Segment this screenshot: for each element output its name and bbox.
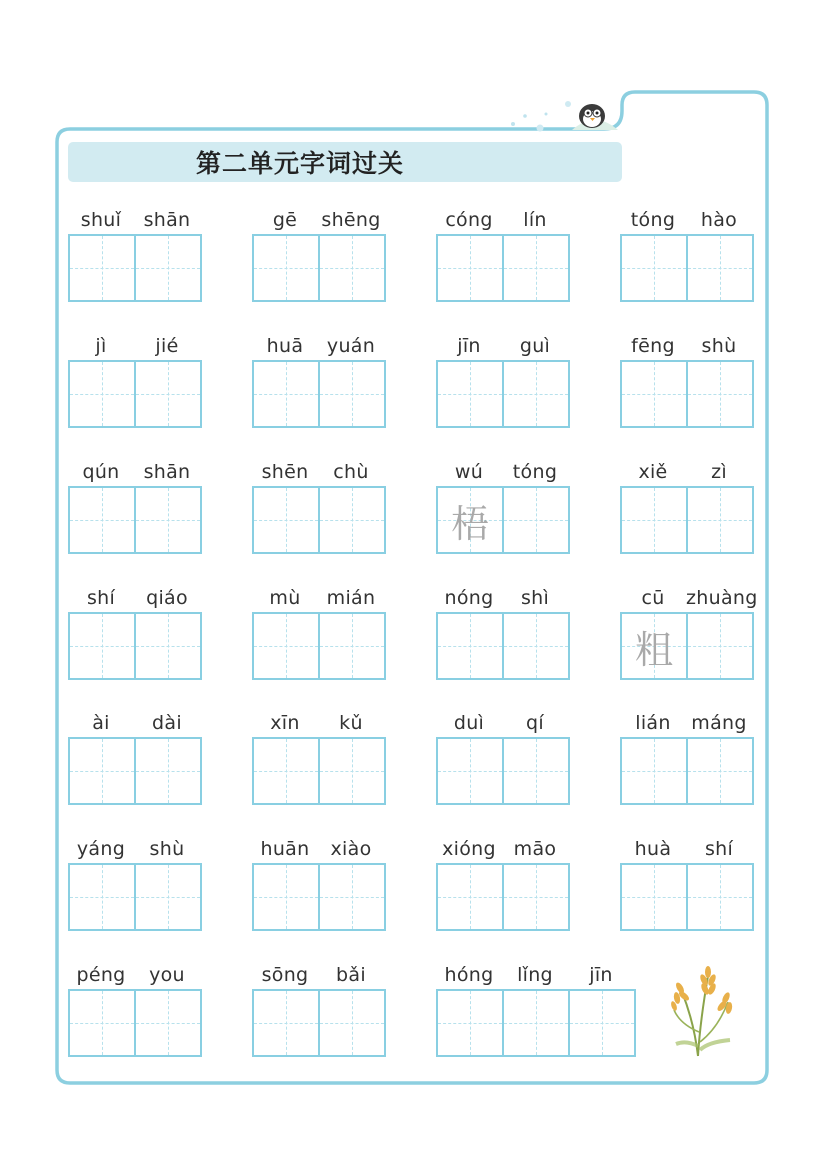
word-item [436, 206, 570, 302]
pinyin-row [68, 584, 202, 612]
tianzige-box[interactable] [254, 863, 320, 931]
tianzige-box[interactable] [254, 612, 320, 680]
tianzige-box[interactable] [438, 612, 504, 680]
pinyin-row [68, 332, 202, 360]
pinyin-label: shuǐ [80, 209, 122, 231]
tianzige-boxes [620, 737, 754, 805]
word-item [68, 709, 202, 805]
tianzige-boxes [436, 612, 570, 680]
pinyin-row [436, 584, 570, 612]
tianzige-box[interactable] [570, 989, 636, 1057]
pinyin-label: qiáo [146, 587, 188, 609]
tianzige-box[interactable] [136, 486, 202, 554]
word-item [252, 584, 386, 680]
tianzige-box[interactable] [320, 863, 386, 931]
pinyin-row [252, 458, 386, 486]
pinyin-label: mù [269, 587, 301, 609]
pinyin-label: māo [513, 838, 557, 860]
tianzige-box[interactable] [622, 234, 688, 302]
pinyin-row [252, 584, 386, 612]
word-item [252, 835, 386, 931]
pinyin-label: jì [95, 335, 107, 357]
pinyin-label: nóng [444, 587, 494, 609]
tianzige-boxes [620, 360, 754, 428]
pinyin-label: qún [82, 461, 120, 483]
tianzige-box[interactable] [136, 863, 202, 931]
tianzige-box[interactable] [320, 989, 386, 1057]
pinyin-label: shān [143, 209, 191, 231]
tianzige-box[interactable] [438, 486, 504, 554]
pinyin-label: tóng [512, 461, 558, 483]
pinyin-label: cóng [445, 209, 493, 231]
word-item [252, 458, 386, 554]
tianzige-box[interactable] [622, 360, 688, 428]
tianzige-boxes [620, 486, 754, 554]
word-item [620, 206, 754, 302]
pinyin-label: tóng [630, 209, 676, 231]
word-item [68, 332, 202, 428]
pinyin-label: xióng [442, 838, 496, 860]
tianzige-boxes [252, 737, 386, 805]
tianzige-box[interactable] [320, 737, 386, 805]
tianzige-boxes [436, 863, 570, 931]
pinyin-row [620, 835, 754, 863]
pinyin-label: péng [76, 964, 126, 986]
pinyin-row [68, 458, 202, 486]
tianzige-box[interactable] [438, 360, 504, 428]
pinyin-label: ài [92, 712, 110, 734]
pinyin-label: xiě [638, 461, 668, 483]
pinyin-label: jīn [589, 964, 613, 986]
tianzige-boxes [436, 737, 570, 805]
tianzige-boxes [68, 737, 202, 805]
pinyin-row [436, 458, 570, 486]
tianzige-boxes [68, 234, 202, 302]
word-item [68, 458, 202, 554]
tianzige-box[interactable] [70, 989, 136, 1057]
pinyin-label: xiào [330, 838, 372, 860]
tianzige-boxes [252, 863, 386, 931]
word-item [436, 709, 570, 805]
tianzige-box[interactable] [254, 989, 320, 1057]
pinyin-row [620, 709, 754, 737]
pinyin-row [252, 709, 386, 737]
tianzige-box[interactable] [254, 737, 320, 805]
pinyin-row [252, 332, 386, 360]
tianzige-box[interactable] [320, 234, 386, 302]
pinyin-label: zhuàng [686, 587, 758, 609]
pinyin-label: gē [272, 209, 298, 231]
pinyin-label: shí [704, 838, 734, 860]
tianzige-boxes [620, 234, 754, 302]
tianzige-boxes [252, 486, 386, 554]
tianzige-boxes [68, 863, 202, 931]
page-title: 第二单元字词过关 [195, 149, 404, 178]
pinyin-row [620, 584, 758, 612]
word-item [620, 584, 758, 680]
tianzige-box[interactable] [70, 737, 136, 805]
pinyin-label: huā [266, 335, 304, 357]
pinyin-label: yáng [76, 838, 126, 860]
pinyin-row [436, 835, 570, 863]
pinyin-label: yuán [326, 335, 376, 357]
tianzige-boxes [620, 863, 754, 931]
pinyin-label: shēn [261, 461, 309, 483]
tianzige-boxes [252, 989, 386, 1057]
word-item [620, 458, 754, 554]
pinyin-row [68, 835, 202, 863]
pinyin-label: shēng [321, 209, 381, 231]
tianzige-box[interactable] [320, 486, 386, 554]
tianzige-boxes [68, 989, 202, 1057]
tianzige-box[interactable] [136, 737, 202, 805]
pinyin-label: chù [333, 461, 369, 483]
tianzige-box[interactable] [438, 737, 504, 805]
tianzige-box[interactable] [438, 863, 504, 931]
pinyin-row [252, 961, 386, 989]
tianzige-box[interactable] [136, 989, 202, 1057]
pinyin-label: fēng [631, 335, 675, 357]
tianzige-box[interactable] [688, 863, 754, 931]
pinyin-row [620, 332, 754, 360]
pinyin-label: shì [520, 587, 550, 609]
tianzige-box[interactable] [136, 612, 202, 680]
pinyin-label: lín [523, 209, 547, 231]
pinyin-label: shí [86, 587, 116, 609]
pinyin-label: bǎi [336, 964, 366, 986]
pinyin-label: hóng [444, 964, 494, 986]
pinyin-row [436, 709, 570, 737]
pinyin-label: you [149, 964, 185, 986]
tianzige-box[interactable] [320, 360, 386, 428]
pinyin-row [620, 206, 754, 234]
tianzige-box[interactable] [320, 612, 386, 680]
penguin-icon [570, 96, 620, 132]
tianzige-box[interactable] [254, 360, 320, 428]
tianzige-box[interactable] [688, 234, 754, 302]
pinyin-label: shù [149, 838, 185, 860]
pinyin-row [252, 835, 386, 863]
word-item [68, 835, 202, 931]
pinyin-row [436, 332, 570, 360]
word-item [620, 332, 754, 428]
word-item [252, 206, 386, 302]
wheat-icon [668, 962, 740, 1058]
pinyin-label: guì [519, 335, 551, 357]
tianzige-box[interactable] [688, 486, 754, 554]
pinyin-label: duì [453, 712, 485, 734]
pinyin-row [252, 206, 386, 234]
pinyin-label: shān [143, 461, 191, 483]
tianzige-boxes [436, 989, 636, 1057]
pinyin-label: huān [260, 838, 310, 860]
word-item [68, 961, 202, 1057]
tianzige-box[interactable] [70, 234, 136, 302]
tianzige-box[interactable] [504, 737, 570, 805]
pinyin-row [620, 458, 754, 486]
tianzige-boxes [252, 612, 386, 680]
word-item [68, 584, 202, 680]
word-item [252, 332, 386, 428]
pinyin-label: cū [641, 587, 665, 609]
pinyin-label: mián [326, 587, 376, 609]
pinyin-row [68, 961, 202, 989]
tianzige-box[interactable] [504, 989, 570, 1057]
tianzige-boxes [436, 234, 570, 302]
word-item [436, 332, 570, 428]
pinyin-label: huà [634, 838, 672, 860]
tianzige-box[interactable] [688, 737, 754, 805]
pinyin-label: lǐng [517, 964, 553, 986]
pinyin-label: wú [454, 461, 484, 483]
tianzige-boxes [436, 360, 570, 428]
pinyin-row [436, 206, 570, 234]
pinyin-label: dài [152, 712, 182, 734]
tianzige-box[interactable] [70, 360, 136, 428]
tianzige-box[interactable] [504, 863, 570, 931]
tianzige-box[interactable] [136, 234, 202, 302]
pinyin-label: qí [526, 712, 544, 734]
pinyin-label: lián [635, 712, 671, 734]
tianzige-box[interactable] [504, 360, 570, 428]
tianzige-box[interactable] [70, 612, 136, 680]
word-item [436, 961, 636, 1057]
tianzige-boxes [436, 486, 570, 554]
tianzige-boxes [252, 360, 386, 428]
tianzige-box[interactable] [438, 989, 504, 1057]
tianzige-box[interactable] [622, 486, 688, 554]
pinyin-label: kǔ [339, 712, 363, 734]
tianzige-box[interactable] [688, 612, 754, 680]
pinyin-label: jīn [457, 335, 481, 357]
tianzige-box[interactable] [504, 486, 570, 554]
word-item [436, 835, 570, 931]
tianzige-box[interactable] [136, 360, 202, 428]
word-item [436, 458, 570, 554]
tianzige-boxes [68, 612, 202, 680]
tianzige-boxes [68, 360, 202, 428]
pinyin-label: sōng [261, 964, 309, 986]
tianzige-box[interactable] [622, 863, 688, 931]
tianzige-box[interactable] [622, 737, 688, 805]
trace-character: 粗 [634, 627, 673, 672]
pinyin-label: xīn [270, 712, 300, 734]
word-item [436, 584, 570, 680]
trace-character: 梧 [450, 501, 489, 546]
word-item [68, 206, 202, 302]
pinyin-row [68, 206, 202, 234]
tianzige-box[interactable] [504, 612, 570, 680]
tianzige-boxes [620, 612, 754, 680]
pinyin-label: jié [155, 335, 179, 357]
pinyin-label: shù [701, 335, 737, 357]
tianzige-box[interactable] [254, 234, 320, 302]
word-item [620, 835, 754, 931]
pinyin-label: máng [691, 712, 747, 734]
pinyin-label: hào [700, 209, 738, 231]
word-item [620, 709, 754, 805]
tianzige-box[interactable] [504, 234, 570, 302]
word-item [252, 709, 386, 805]
tianzige-box[interactable] [688, 360, 754, 428]
pinyin-row [436, 961, 636, 989]
pinyin-row [68, 709, 202, 737]
word-item [252, 961, 386, 1057]
tianzige-boxes [252, 234, 386, 302]
tianzige-boxes [68, 486, 202, 554]
tianzige-box[interactable] [438, 234, 504, 302]
tianzige-box[interactable] [70, 863, 136, 931]
pinyin-label: zì [711, 461, 727, 483]
tianzige-box[interactable] [622, 612, 688, 680]
tianzige-box[interactable] [254, 486, 320, 554]
tianzige-box[interactable] [70, 486, 136, 554]
